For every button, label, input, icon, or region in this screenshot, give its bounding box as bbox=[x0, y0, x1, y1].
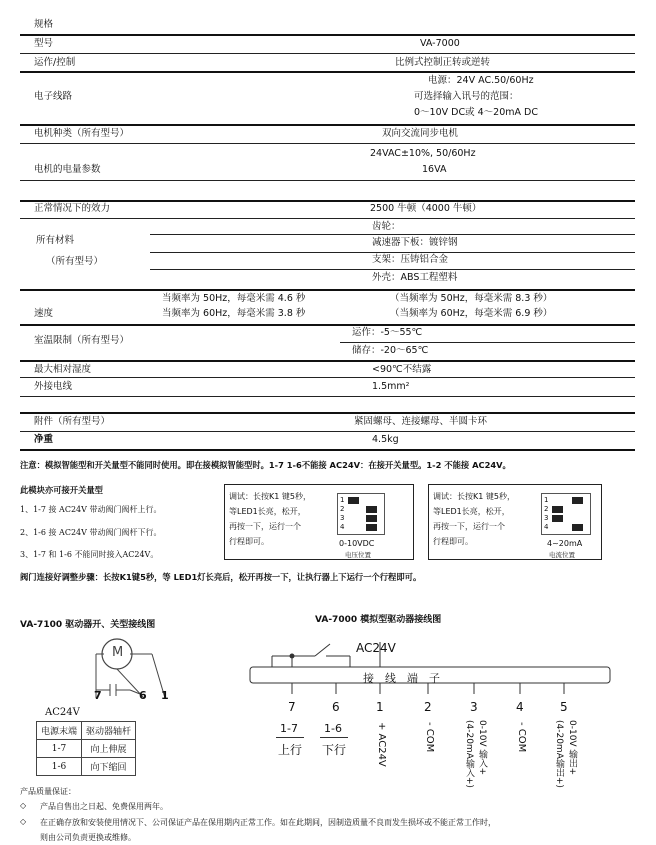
terminal-number: 2 bbox=[424, 700, 432, 714]
right-diagram-title: VA-7000 模拟型驱动器接线图 bbox=[315, 615, 442, 625]
material-value: 减速器下板：镀锌钢 bbox=[372, 237, 458, 248]
terminal-number: 1 bbox=[161, 689, 169, 702]
terminal-label: + AC24V bbox=[376, 722, 387, 767]
terminal-block-label: 接 线 端 子 bbox=[363, 672, 440, 685]
dip-toggle bbox=[366, 506, 377, 513]
table-header: 驱动器轴杆 bbox=[82, 722, 136, 740]
dip-toggle bbox=[552, 515, 563, 522]
action-label: 运作/控制 bbox=[34, 57, 76, 68]
dip-switch bbox=[541, 493, 591, 535]
rule bbox=[20, 324, 635, 326]
model-label: 型号 bbox=[34, 38, 54, 49]
box-text: 等LED1长亮，松开， bbox=[433, 507, 510, 516]
table-row bbox=[37, 758, 136, 776]
bullet-icon: ◇ bbox=[20, 801, 27, 810]
terminal-label: 0-10V 输出+ bbox=[567, 720, 577, 775]
rule bbox=[20, 377, 635, 378]
model-value: VA-7000 bbox=[420, 38, 460, 49]
material-value: 支架：压铸铝合金 bbox=[372, 254, 449, 265]
dip-toggle bbox=[366, 515, 377, 522]
accessory-value: 紧固螺母、连接螺母、半圆卡环 bbox=[354, 416, 488, 427]
analog-wiring-diagram bbox=[240, 630, 640, 700]
temp-label: 室温限制（所有型号） bbox=[34, 335, 130, 346]
underline bbox=[320, 737, 348, 738]
rule bbox=[150, 234, 635, 235]
speed-value: （当频率为 50Hz，每毫米需 8.3 秒） bbox=[390, 293, 553, 304]
dip-number: 2 bbox=[340, 505, 345, 513]
rule bbox=[20, 71, 635, 73]
calibration-box-current bbox=[428, 484, 602, 560]
box-text: 等LED1长亮，松开， bbox=[229, 507, 306, 516]
ac-label: AC24V bbox=[356, 641, 396, 655]
rule bbox=[20, 218, 635, 219]
table-header: 电源末端 bbox=[37, 722, 82, 740]
switch-wiring-diagram bbox=[60, 628, 190, 708]
rule bbox=[20, 124, 635, 126]
torque-value: 2500 牛顿（4000 牛顿） bbox=[370, 203, 482, 214]
warranty-item: 产品自售出之日起、免费保用两年。 bbox=[40, 802, 168, 811]
weight-value: 4.5kg bbox=[372, 434, 399, 445]
terminal-number: 6 bbox=[332, 700, 340, 714]
warranty-item: 则由公司负责更换或维修。 bbox=[40, 833, 136, 842]
rule bbox=[20, 360, 635, 362]
rule bbox=[150, 252, 635, 253]
terminal-label: 0-10V 输入+ bbox=[477, 720, 487, 775]
dip-toggle bbox=[572, 497, 583, 504]
rule bbox=[340, 342, 635, 343]
dip-toggle bbox=[348, 497, 359, 504]
terminal-number: 4 bbox=[516, 700, 524, 714]
power-value: 16VA bbox=[422, 164, 447, 175]
cable-value: 1.5mm² bbox=[372, 381, 410, 392]
box-subcaption: 电流位置 bbox=[549, 551, 575, 559]
calibration-box-voltage bbox=[224, 484, 414, 560]
spec-header: 规格 bbox=[34, 19, 54, 30]
power-label: 电机的电量参数 bbox=[34, 164, 101, 175]
rule bbox=[20, 449, 635, 451]
terminal-label: 上行 bbox=[278, 743, 303, 757]
switch-direction-table bbox=[36, 721, 136, 776]
terminal-label: 1-6 bbox=[324, 722, 342, 735]
switch-item: 1、1-7 接 AC24V 带动阀门阀杆上行。 bbox=[20, 505, 162, 514]
dip-toggle bbox=[552, 506, 563, 513]
terminal-number: 3 bbox=[470, 700, 478, 714]
terminal-number: 6 bbox=[139, 689, 147, 702]
action-value: 比例式控制正转或逆转 bbox=[395, 57, 491, 68]
dip-number: 3 bbox=[340, 514, 345, 522]
humidity-label: 最大相对湿度 bbox=[34, 364, 92, 375]
weight-label: 净重 bbox=[34, 434, 54, 445]
warranty-title: 产品质量保证： bbox=[20, 787, 76, 796]
temp-value: 运作：-5～55℃ bbox=[352, 327, 423, 338]
rule bbox=[20, 34, 635, 36]
rule bbox=[20, 289, 635, 291]
table-cell: 向上伸展 bbox=[82, 740, 136, 758]
box-text: 再按一下，运行一个 bbox=[229, 522, 301, 531]
table-row bbox=[37, 740, 136, 758]
circuit-value: 0～10V DC或 4～20mA DC bbox=[414, 107, 538, 118]
dip-number: 2 bbox=[544, 505, 549, 513]
box-text: 调试：长按K1 键5秒， bbox=[229, 492, 311, 501]
circuit-value: 电源：24V AC.50/60Hz bbox=[428, 75, 534, 86]
dip-number: 4 bbox=[340, 523, 345, 531]
rule bbox=[20, 431, 635, 432]
dip-number: 3 bbox=[544, 514, 549, 522]
cable-label: 外接电线 bbox=[34, 381, 73, 392]
humidity-value: <90℃不结露 bbox=[372, 364, 432, 375]
material-value: 齿轮： bbox=[372, 221, 401, 232]
box-text: 再按一下，运行一个 bbox=[433, 522, 505, 531]
rule bbox=[20, 396, 635, 397]
terminal-label: (4-20mA输入+) bbox=[464, 720, 474, 788]
box-text: 调试：长按K1 键5秒， bbox=[433, 492, 515, 501]
rule bbox=[20, 412, 635, 414]
left-diagram-title: VA-7100 驱动器开、关型接线图 bbox=[20, 620, 156, 630]
temp-value: 储存：-20～65℃ bbox=[352, 345, 429, 356]
power-value: 24VAC±10%, 50/60Hz bbox=[370, 148, 476, 159]
dip-number: 4 bbox=[544, 523, 549, 531]
table-cell: 1-6 bbox=[37, 758, 82, 776]
table-cell: 1-7 bbox=[37, 740, 82, 758]
speed-label: 速度 bbox=[34, 308, 54, 319]
table-row bbox=[37, 722, 136, 740]
terminal-label: 下行 bbox=[322, 743, 347, 757]
rule bbox=[150, 269, 635, 270]
box-text: 行程即可。 bbox=[433, 537, 473, 546]
switch-title: 此模块亦可接开关量型 bbox=[20, 485, 103, 495]
motor-value: 双向交流同步电机 bbox=[382, 128, 459, 139]
torque-label: 正常情况下的效力 bbox=[34, 203, 111, 214]
material-value: 外壳：ABS工程塑料 bbox=[372, 272, 458, 283]
box-caption: 0-10VDC bbox=[339, 539, 375, 548]
table-cell: 向下缩回 bbox=[82, 758, 136, 776]
circuit-label: 电子线路 bbox=[34, 91, 73, 102]
terminal-number: 7 bbox=[288, 700, 296, 714]
speed-value: 当频率为 60Hz，每毫米需 3.8 秒 bbox=[162, 308, 306, 319]
dip-toggle bbox=[572, 524, 583, 531]
terminal-label: (4-20mA输出+) bbox=[554, 720, 564, 788]
motor-label: 电机种类（所有型号） bbox=[34, 128, 130, 139]
rule bbox=[20, 200, 635, 202]
box-subcaption: 电压位置 bbox=[345, 551, 371, 559]
ac-label: AC24V bbox=[45, 707, 80, 718]
terminal-label: - COM bbox=[516, 722, 527, 753]
box-caption: 4~20mA bbox=[547, 539, 583, 548]
terminal-number: 5 bbox=[560, 700, 568, 714]
material-sub: （所有型号） bbox=[46, 256, 104, 267]
adjust-steps-note: 阀门连接好调整步骤：长按K1键5秒，等 LED1灯长亮后，松开再按一下，让执行器上下运行一个行程即可。 bbox=[20, 572, 422, 582]
switch-item: 3、1-7 和 1-6 不能同时接入AC24V。 bbox=[20, 550, 159, 559]
note-warning: 注意：模拟智能型和开关量型不能同时使用。即在接模拟智能型时。1-7 1-6不能接 AC24V：在接开关量型。1-2 不能接 AC24V。 bbox=[20, 460, 511, 470]
dip-toggle bbox=[366, 524, 377, 531]
speed-value: 当频率为 50Hz，每毫米需 4.6 秒 bbox=[162, 293, 306, 304]
rule bbox=[20, 143, 635, 144]
terminal-number: 1 bbox=[376, 700, 384, 714]
circuit-value: 可选择输入讯号的范围： bbox=[414, 91, 519, 102]
dip-switch bbox=[337, 493, 385, 535]
speed-value: （当频率为 60Hz，每毫米需 6.9 秒） bbox=[390, 308, 553, 319]
terminal-label: - COM bbox=[424, 722, 435, 753]
motor-symbol: M bbox=[112, 645, 124, 660]
terminal-number: 7 bbox=[94, 689, 102, 702]
accessory-label: 附件（所有型号） bbox=[34, 416, 111, 427]
box-text: 行程即可。 bbox=[229, 537, 269, 546]
dip-number: 1 bbox=[544, 496, 549, 504]
material-label: 所有材料 bbox=[36, 235, 75, 246]
switch-item: 2、1-6 接 AC24V 带动阀门阀杆下行。 bbox=[20, 528, 162, 537]
rule bbox=[20, 180, 635, 181]
dip-number: 1 bbox=[340, 496, 345, 504]
underline bbox=[276, 737, 304, 738]
rule bbox=[20, 53, 635, 54]
terminal-label: 1-7 bbox=[280, 722, 298, 735]
warranty-item: 在正确存放和安装使用情况下、公司保证产品在保用期内正常工作。如在此期间，因制造质量不良而发生损坏或不能正常工作时， bbox=[40, 818, 496, 827]
bullet-icon: ◇ bbox=[20, 817, 27, 826]
